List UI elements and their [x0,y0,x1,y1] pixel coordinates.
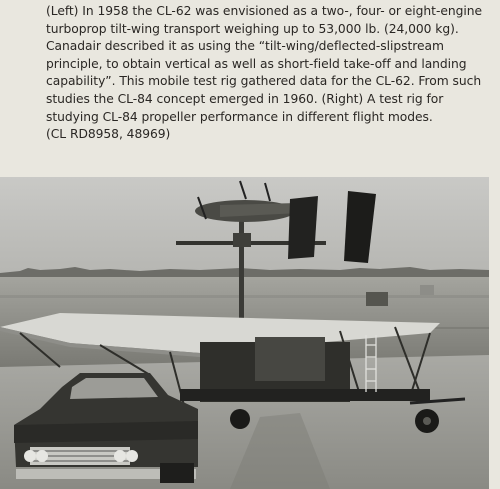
tree-line [0,267,489,278]
caption-line: studying CL-84 propeller performance in different flight modes. [46,109,433,124]
caption-line: capability”. This mobile test rig gathered data for the CL-62. From such [46,74,482,89]
caption-line: studies the CL-84 concept emerged in 1960. (Right) A test rig for [46,91,444,106]
test-rig-photo-illustration [0,177,489,489]
caption-line: (Left) In 1958 the CL-62 was envisioned as a two-, four- or eight-engine [46,4,482,18]
caption-line: Canadair described it as using the “tilt-wing/deflected-slipstream [46,39,444,54]
tail-panel-left [288,196,318,259]
rig-mast [239,207,244,319]
test-rig-photo [0,177,489,489]
caption-line: principle, to obtain vertical as well as short-field take-off and landing [46,56,467,71]
trailer-wheel [230,409,250,429]
caption-line: turboprop tilt-wing transport weighing up to 53,000 lb. (24,000 kg). [46,21,459,36]
trailer-frame [180,389,430,401]
distant-equipment [366,292,388,306]
photo-caption [46,3,494,144]
caption-line: (CL RD8958, 48969) [46,127,171,142]
